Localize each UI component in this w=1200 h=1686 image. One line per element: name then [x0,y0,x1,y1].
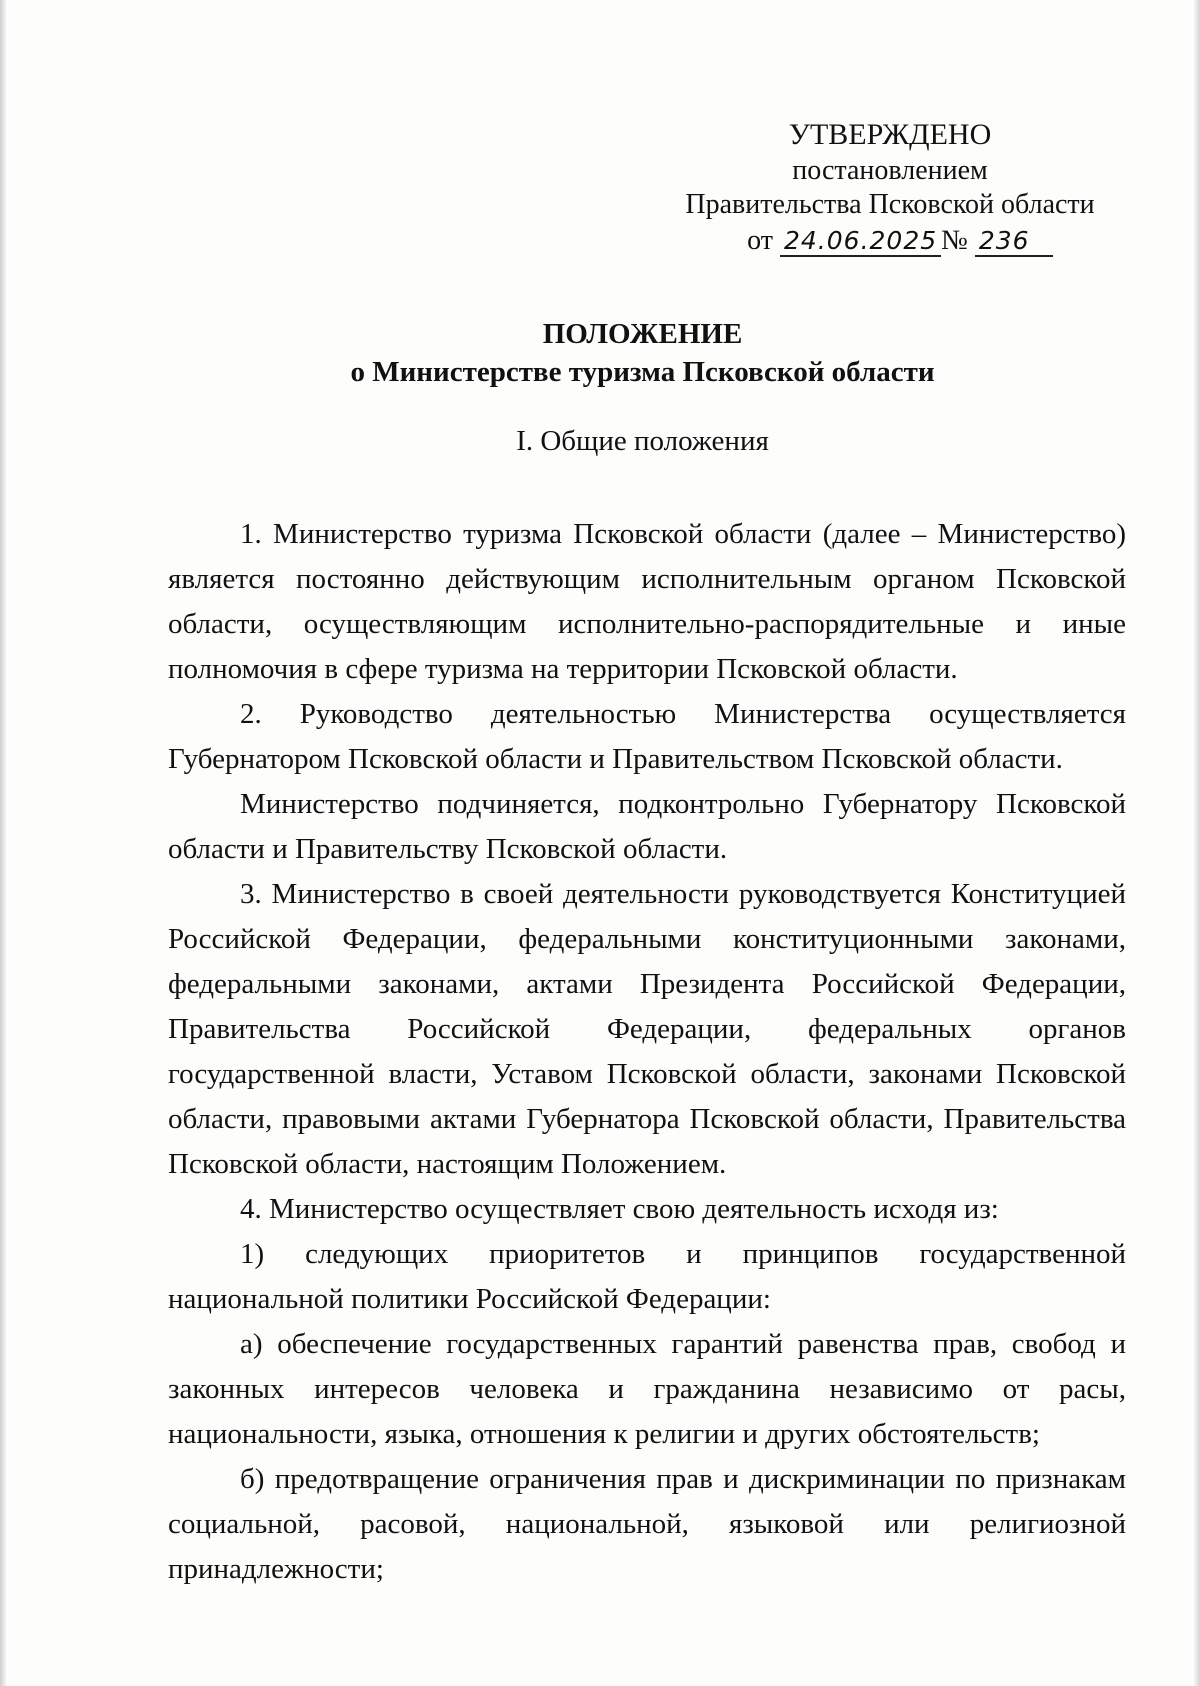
paragraph-3: 3. Министерство в своей деятельности руководствуется Конституцией Российской Федерации, федеральными конституционными законами, федеральными законами, актами Президента Российской Федерации, Правительства Российской Федерации, федеральных органов государственной власти, Уставом Псковской области, законами Псковской области, правовыми актами Губернатора Псковской области, Правительства Псковской области, настоящим Положением. [168,878,1126,1180]
item-b: б) предотвращение ограничения прав и дискриминации по признакам социальной, расовой, национальной, языковой или религиозной принадлежности; [168,1463,1126,1585]
scan-edge-right [1194,0,1200,1686]
document-subtitle: о Министерстве туризма Псковской области [350,356,935,388]
handwritten-date: 24.06.2025 [780,227,941,257]
paragraph-4: 4. Министерство осуществляет свою деятельность исходя из: [240,1193,999,1225]
scan-edge-left [0,0,6,1686]
paragraph-1: 1. Министерство туризма Псковской области (далее – Министерство) является постоянно действующим исполнительным органом Псковской области, осуществляющим исполнительно-распорядительные и иные полномочия в сфере туризма на территории Псковской области. [168,518,1126,685]
item-a: а) обеспечение государственных гарантий равенства прав, свобод и законных интересов человека и гражданина независимо от расы, национальности, языка, отношения к религии и других обстоятельств; [168,1328,1126,1450]
approval-block [650,118,1130,258]
approval-line-2: Правительства Псковской области [685,189,1095,220]
paragraph-2-continued: Министерство подчиняется, подконтрольно Губернатору Псковской области и Правительству Псковской области. [168,788,1126,865]
subparagraph-1: 1) следующих приоритетов и принципов государственной национальной политики Российской Федерации: [168,1238,1126,1315]
approval-title: УТВЕРЖДЕНО [788,118,992,151]
number-sign: № [941,225,968,256]
date-prefix: от [747,225,773,256]
approval-line-1: постановлением [792,155,988,186]
section-heading: I. Общие положения [516,425,769,457]
handwritten-number: 236 [975,227,1053,257]
paragraph-2: 2. Руководство деятельностью Министерства осуществляется Губернатором Псковской области и Правительством Псковской области. [168,698,1126,775]
document-title [0,315,1200,391]
approval-dateline [650,224,1130,258]
document-title-main: ПОЛОЖЕНИЕ [542,318,743,350]
body-text [168,512,1126,1592]
